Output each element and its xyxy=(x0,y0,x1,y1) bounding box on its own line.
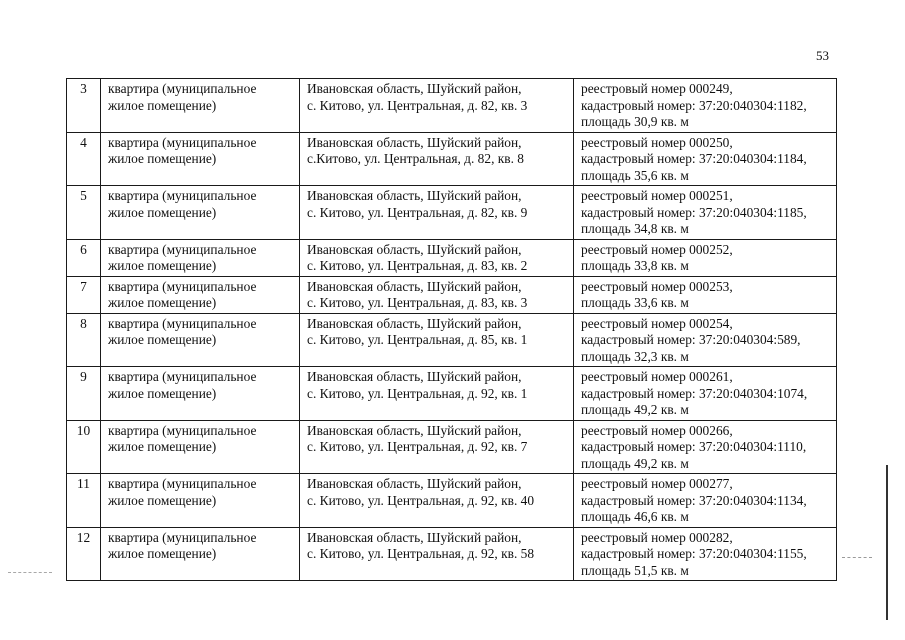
object-type-cell xyxy=(101,186,300,240)
page-number: 53 xyxy=(816,48,829,63)
registry-info-line: реестровый номер 000266, xyxy=(581,422,733,438)
object-type-line: жилое помещение) xyxy=(108,258,217,273)
object-type-cell xyxy=(101,420,300,474)
table-row xyxy=(67,79,837,133)
object-type-line: жилое помещение) xyxy=(108,492,217,508)
address-line: Ивановская область, Шуйский район, xyxy=(307,315,522,331)
address-line: с. Китово, ул. Центральная, д. 85, кв. 1 xyxy=(307,332,528,347)
margin-dash-mark-right xyxy=(842,557,872,558)
address-line: с. Китово, ул. Центральная, д. 83, кв. 2 xyxy=(307,258,528,273)
object-type-line: квартира (муниципальное xyxy=(108,476,257,491)
table-row xyxy=(67,132,837,186)
registry-info-cell xyxy=(574,132,837,186)
registry-info-line: кадастровый номер: 37:20:040304:1074, xyxy=(581,385,808,401)
registry-info-line: реестровый номер 000282, xyxy=(581,529,733,545)
row-number-cell: 7 xyxy=(67,276,101,313)
address-cell xyxy=(300,527,574,581)
registry-info-line: площадь 49,2 кв. м xyxy=(581,455,689,471)
address-cell xyxy=(300,313,574,367)
address-line: Ивановская область, Шуйский район, xyxy=(307,369,522,384)
object-type-cell xyxy=(101,474,300,528)
registry-table-body xyxy=(67,79,837,581)
object-type-cell xyxy=(101,239,300,276)
row-number-cell: 12 xyxy=(67,527,101,581)
address-cell xyxy=(300,186,574,240)
table-row xyxy=(67,186,837,240)
row-number-cell: 3 xyxy=(67,79,101,133)
registry-info-cell xyxy=(574,186,837,240)
object-type-line: квартира (муниципальное xyxy=(108,188,257,203)
object-type-line: жилое помещение) xyxy=(108,439,217,454)
row-number-cell: 10 xyxy=(67,420,101,474)
registry-info-cell xyxy=(574,474,837,528)
registry-info-line: реестровый номер 000249, xyxy=(581,81,733,96)
object-type-line: жилое помещение) xyxy=(108,204,217,220)
table-row xyxy=(67,367,837,421)
table-row xyxy=(67,276,837,313)
row-number-cell: 9 xyxy=(67,367,101,421)
address-line: Ивановская область, Шуйский район, xyxy=(307,188,522,203)
address-cell xyxy=(300,474,574,528)
registry-info-line: реестровый номер 000261, xyxy=(581,369,733,384)
object-type-line: жилое помещение) xyxy=(108,97,217,113)
row-number-cell: 5 xyxy=(67,186,101,240)
registry-info-line: площадь 32,3 кв. м xyxy=(581,348,689,364)
object-type-line: квартира (муниципальное xyxy=(108,315,257,331)
address-cell xyxy=(300,367,574,421)
object-type-line: квартира (муниципальное xyxy=(108,422,257,438)
registry-info-line: реестровый номер 000253, xyxy=(581,278,733,294)
registry-info-line: реестровый номер 000277, xyxy=(581,476,733,491)
object-type-line: жилое помещение) xyxy=(108,151,217,166)
registry-info-line: кадастровый номер: 37:20:040304:1185, xyxy=(581,204,807,220)
object-type-line: квартира (муниципальное xyxy=(108,278,257,294)
registry-info-line: кадастровый номер: 37:20:040304:1155, xyxy=(581,546,807,561)
object-type-line: квартира (муниципальное xyxy=(108,529,257,545)
registry-info-line: площадь 34,8 кв. м xyxy=(581,221,689,236)
address-line: Ивановская область, Шуйский район, xyxy=(307,529,522,545)
object-type-cell xyxy=(101,313,300,367)
registry-info-line: кадастровый номер: 37:20:040304:1182, xyxy=(581,97,807,113)
registry-info-line: кадастровый номер: 37:20:040304:1184, xyxy=(581,151,807,166)
table-row xyxy=(67,527,837,581)
address-line: с. Китово, ул. Центральная, д. 92, кв. 1 xyxy=(307,385,528,401)
registry-info-cell xyxy=(574,527,837,581)
address-cell xyxy=(300,239,574,276)
row-number-cell: 6 xyxy=(67,239,101,276)
registry-info-line: кадастровый номер: 37:20:040304:1134, xyxy=(581,492,807,508)
object-type-line: квартира (муниципальное xyxy=(108,241,257,257)
registry-info-line: площадь 33,8 кв. м xyxy=(581,258,689,273)
object-type-line: жилое помещение) xyxy=(108,295,217,310)
address-line: Ивановская область, Шуйский район, xyxy=(307,241,522,257)
object-type-line: квартира (муниципальное xyxy=(108,81,257,96)
registry-info-cell xyxy=(574,79,837,133)
address-line: Ивановская область, Шуйский район, xyxy=(307,422,522,438)
address-cell xyxy=(300,132,574,186)
address-cell xyxy=(300,420,574,474)
registry-info-line: площадь 33,6 кв. м xyxy=(581,295,689,310)
registry-info-line: кадастровый номер: 37:20:040304:1110, xyxy=(581,439,807,454)
registry-info-cell xyxy=(574,276,837,313)
object-type-line: жилое помещение) xyxy=(108,385,217,401)
margin-dash-mark-left xyxy=(8,572,52,573)
registry-info-line: кадастровый номер: 37:20:040304:589, xyxy=(581,332,801,347)
table-row xyxy=(67,420,837,474)
registry-info-line: реестровый номер 000251, xyxy=(581,188,733,203)
object-type-cell xyxy=(101,276,300,313)
object-type-line: жилое помещение) xyxy=(108,546,217,561)
registry-info-line: площадь 35,6 кв. м xyxy=(581,167,689,183)
registry-info-line: площадь 51,5 кв. м xyxy=(581,562,689,578)
object-type-line: квартира (муниципальное xyxy=(108,369,257,384)
object-type-cell xyxy=(101,79,300,133)
registry-info-line: площадь 30,9 кв. м xyxy=(581,114,689,129)
registry-info-cell xyxy=(574,313,837,367)
address-line: Ивановская область, Шуйский район, xyxy=(307,134,522,150)
address-cell xyxy=(300,79,574,133)
object-type-line: квартира (муниципальное xyxy=(108,134,257,150)
registry-info-line: реестровый номер 000252, xyxy=(581,241,733,257)
row-number-cell: 8 xyxy=(67,313,101,367)
address-line: с. Китово, ул. Центральная, д. 92, кв. 58 xyxy=(307,546,535,561)
address-line: с. Китово, ул. Центральная, д. 92, кв. 7 xyxy=(307,439,528,454)
address-line: Ивановская область, Шуйский район, xyxy=(307,278,522,294)
registry-info-cell xyxy=(574,239,837,276)
registry-info-cell xyxy=(574,420,837,474)
registry-info-cell xyxy=(574,367,837,421)
table-row xyxy=(67,239,837,276)
property-registry-table xyxy=(66,78,837,581)
address-line: Ивановская область, Шуйский район, xyxy=(307,476,522,491)
address-line: с. Китово, ул. Центральная, д. 83, кв. 3 xyxy=(307,295,528,310)
table-row xyxy=(67,313,837,367)
row-number-cell: 11 xyxy=(67,474,101,528)
object-type-cell xyxy=(101,132,300,186)
address-cell xyxy=(300,276,574,313)
margin-scan-line xyxy=(886,465,888,620)
address-line: с. Китово, ул. Центральная, д. 92, кв. 40 xyxy=(307,492,535,508)
registry-info-line: реестровый номер 000250, xyxy=(581,134,733,150)
object-type-cell xyxy=(101,527,300,581)
registry-info-line: площадь 46,6 кв. м xyxy=(581,509,689,524)
table-row xyxy=(67,474,837,528)
registry-info-line: реестровый номер 000254, xyxy=(581,315,733,331)
address-line: с.Китово, ул. Центральная, д. 82, кв. 8 xyxy=(307,151,524,166)
address-line: Ивановская область, Шуйский район, xyxy=(307,81,522,96)
registry-info-line: площадь 49,2 кв. м xyxy=(581,402,689,417)
row-number-cell: 4 xyxy=(67,132,101,186)
address-line: с. Китово, ул. Центральная, д. 82, кв. 9 xyxy=(307,204,528,220)
object-type-line: жилое помещение) xyxy=(108,332,217,347)
object-type-cell xyxy=(101,367,300,421)
address-line: с. Китово, ул. Центральная, д. 82, кв. 3 xyxy=(307,97,528,113)
